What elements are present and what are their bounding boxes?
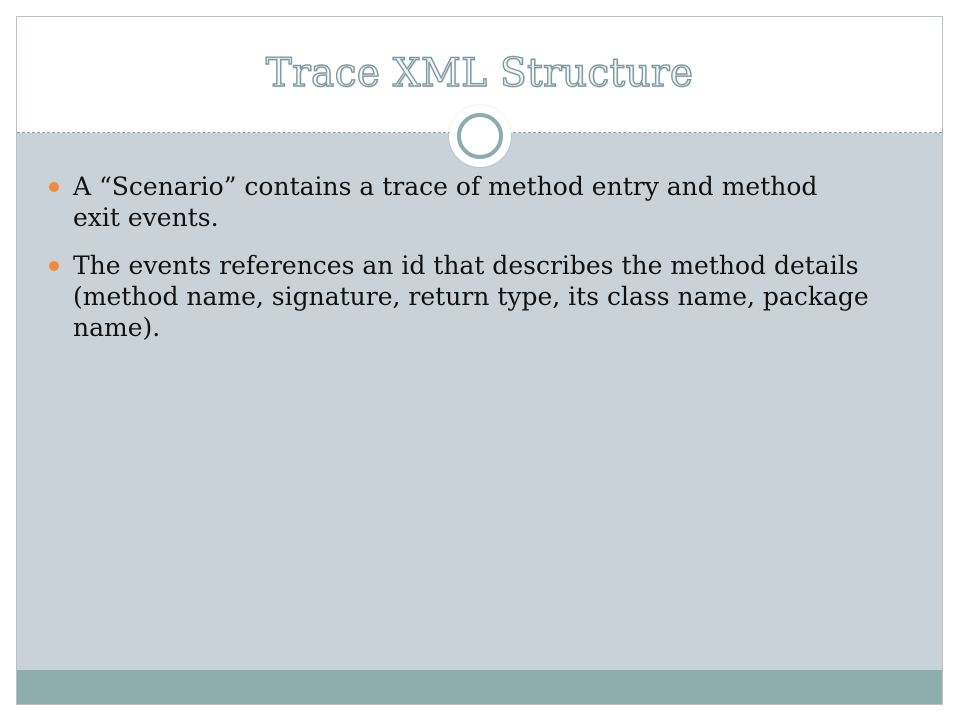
- bullet-text: The events references an id that describes the method details (method name, signature, return type, its class name, package name).: [73, 251, 869, 342]
- slide: [16, 16, 943, 705]
- slide-title: Trace XML Structure: [265, 51, 694, 96]
- list-item: [49, 171, 869, 233]
- bullet-text: A “Scenario” contains a trace of method entry and method exit events.: [73, 172, 818, 232]
- bullet-dot-icon: [49, 261, 59, 271]
- circle-ring-inner: [457, 113, 503, 159]
- bullet-dot-icon: [49, 182, 59, 192]
- list-item: [49, 250, 869, 343]
- circle-ring-icon: [449, 105, 511, 167]
- bullet-list: [49, 171, 869, 360]
- footer-band: [17, 670, 942, 704]
